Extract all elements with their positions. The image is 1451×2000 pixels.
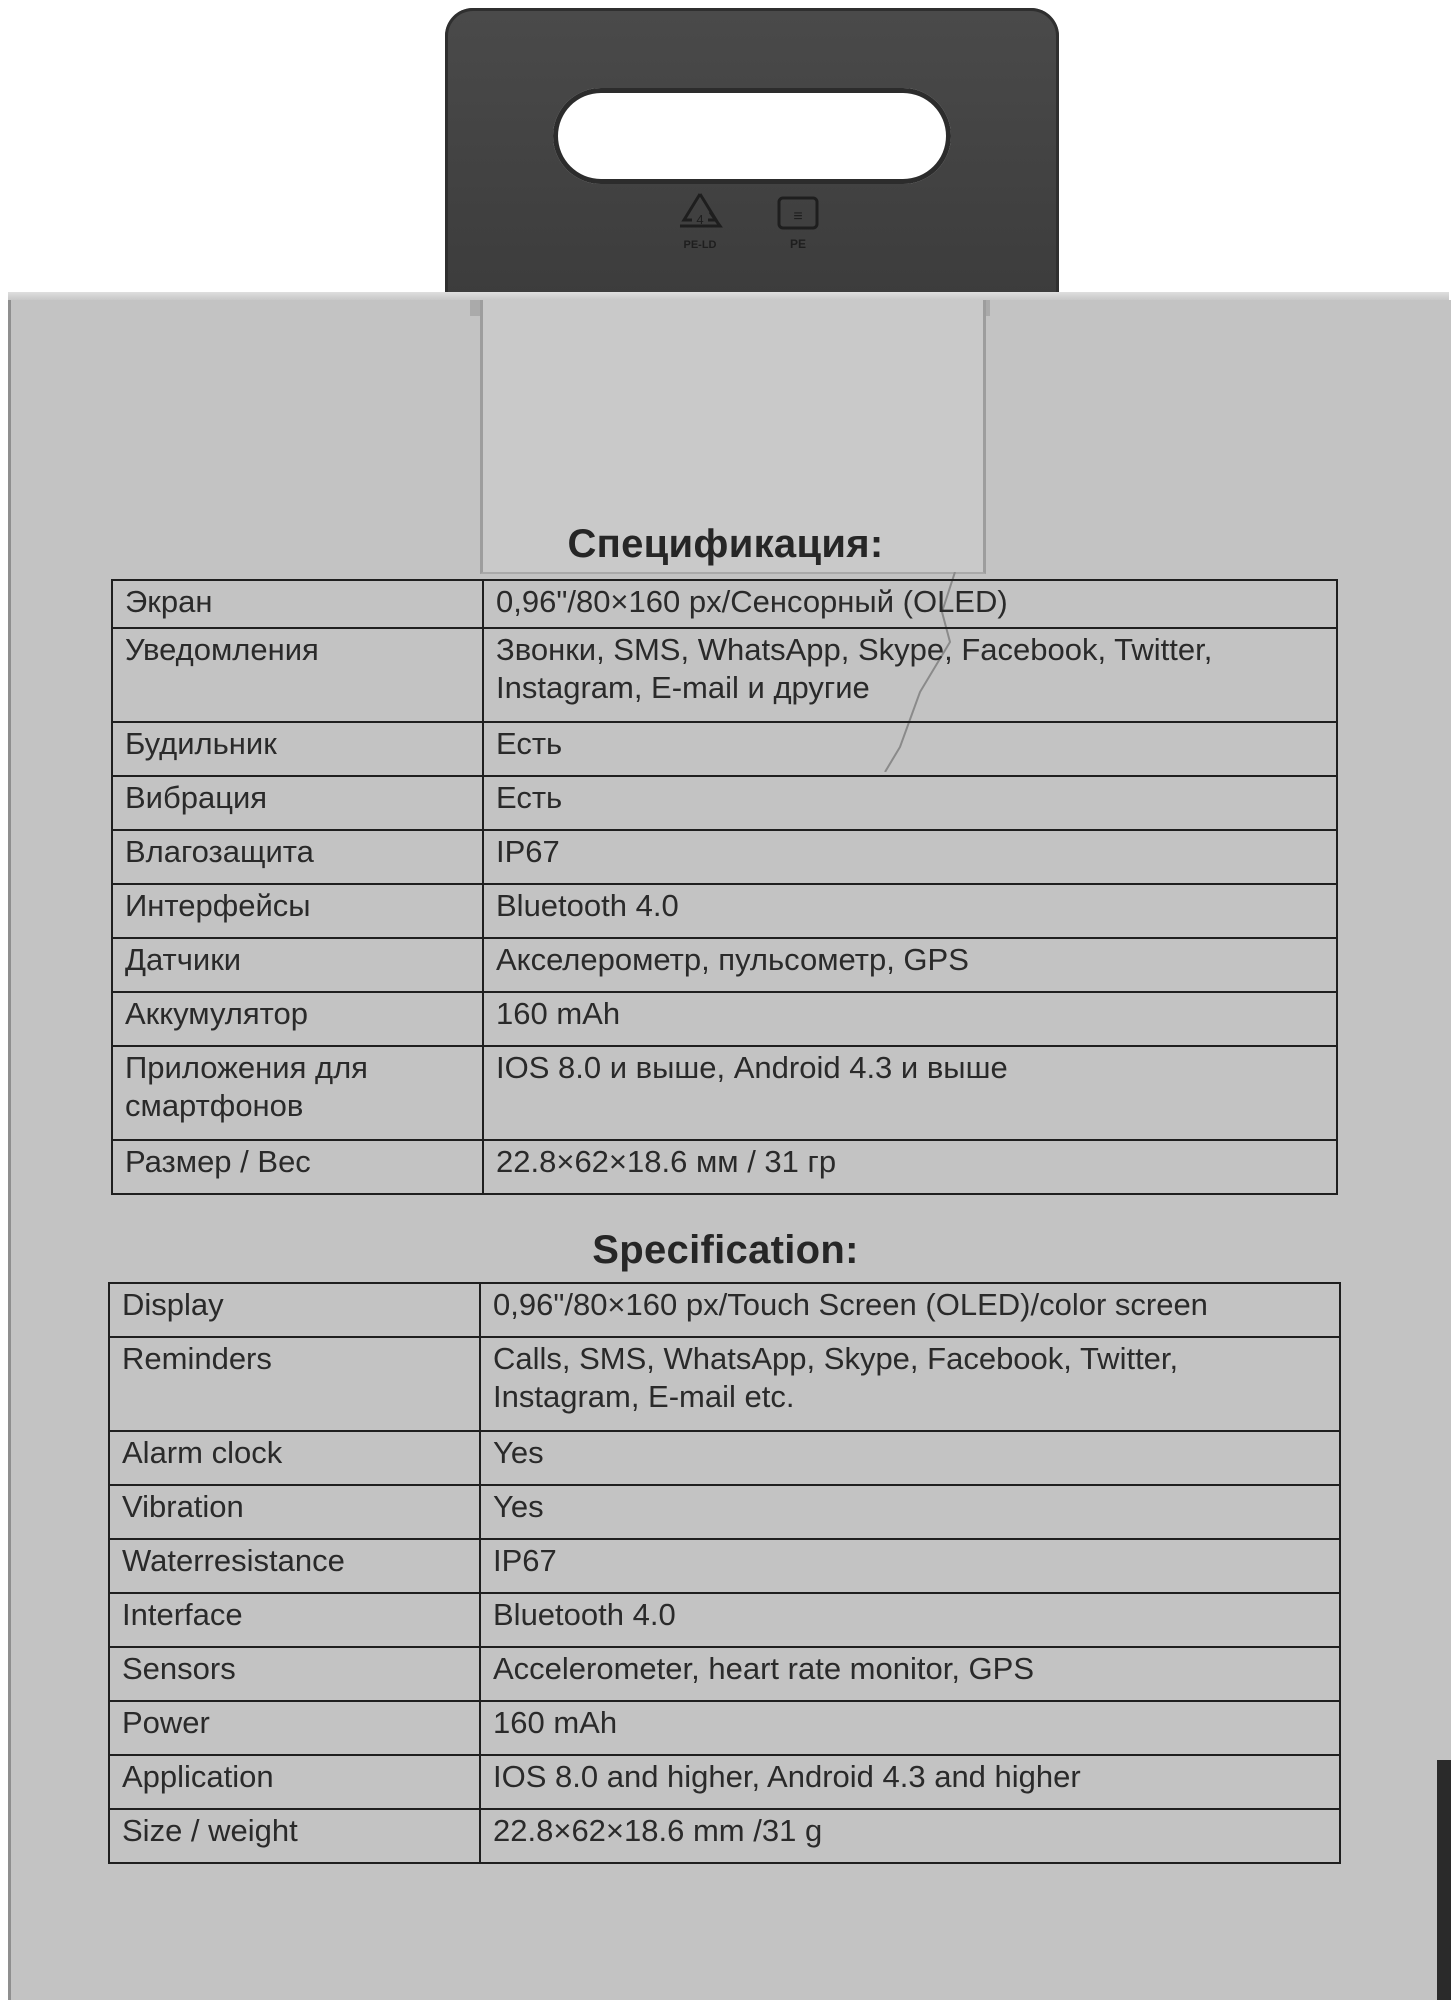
spec-value: 22.8×62×18.6 mm /31 g (480, 1809, 1340, 1863)
table-row (112, 776, 1337, 830)
spec-label: Аккумулятор (112, 992, 483, 1046)
spec-en-table (108, 1282, 1341, 1864)
spec-label: Размер / Вес (112, 1140, 483, 1194)
spec-label: Alarm clock (109, 1431, 480, 1485)
table-row (109, 1755, 1340, 1809)
spec-label: Display (109, 1283, 480, 1337)
spec-label: Уведомления (112, 628, 483, 722)
recycle-label: PE-LD (683, 239, 717, 251)
table-row (109, 1701, 1340, 1755)
spec-label: Будильник (112, 722, 483, 776)
box-edge-strip (1437, 1760, 1451, 2000)
spec-value: 0,96"/80×160 px/Сенсорный (OLED) (483, 580, 1337, 628)
table-row (109, 1431, 1340, 1485)
spec-value: IP67 (483, 830, 1337, 884)
spec-value: Accelerometer, heart rate monitor, GPS (480, 1647, 1340, 1701)
table-row (112, 1140, 1337, 1194)
spec-value: IOS 8.0 and higher, Android 4.3 and higher (480, 1755, 1340, 1809)
table-row (109, 1593, 1340, 1647)
spec-value: Акселерометр, пульсометр, GPS (483, 938, 1337, 992)
spec-value: Calls, SMS, WhatsApp, Skype, Facebook, Twitter, Instagram, E-mail etc. (480, 1337, 1340, 1431)
hanger-tab (445, 8, 1059, 300)
spec-value: Есть (483, 776, 1337, 830)
pe-material-icon (775, 194, 821, 252)
spec-value: Yes (480, 1431, 1340, 1485)
table-row (112, 992, 1337, 1046)
spec-label: Влагозащита (112, 830, 483, 884)
spec-label: Датчики (112, 938, 483, 992)
table-row (112, 830, 1337, 884)
spec-label: Interface (109, 1593, 480, 1647)
spec-value: IP67 (480, 1539, 1340, 1593)
spec-ru-table (111, 579, 1338, 1195)
svg-text:4: 4 (696, 212, 704, 227)
hanger-hole (553, 88, 951, 184)
table-row (112, 884, 1337, 938)
table-row (109, 1485, 1340, 1539)
spec-label: Экран (112, 580, 483, 628)
spec-ru-title: Спецификация: (567, 522, 884, 566)
spec-value: Yes (480, 1485, 1340, 1539)
spec-label: Power (109, 1701, 480, 1755)
spec-label: Waterresistance (109, 1539, 480, 1593)
table-row (109, 1337, 1340, 1431)
spec-label: Vibration (109, 1485, 480, 1539)
table-row (109, 1539, 1340, 1593)
recycle-pe-ld-icon (670, 190, 730, 252)
spec-value: 160 mAh (483, 992, 1337, 1046)
spec-en-title: Specification: (592, 1228, 859, 1272)
spec-label: Вибрация (112, 776, 483, 830)
table-row (109, 1809, 1340, 1863)
table-row (112, 580, 1337, 628)
spec-value: IOS 8.0 и выше, Android 4.3 и выше (483, 1046, 1337, 1140)
pe-label: PE (789, 237, 807, 251)
table-row (112, 1046, 1337, 1140)
spec-label: Sensors (109, 1647, 480, 1701)
spec-value: 22.8×62×18.6 мм / 31 гр (483, 1140, 1337, 1194)
svg-text:≡: ≡ (793, 208, 803, 225)
spec-label: Application (109, 1755, 480, 1809)
spec-value: 160 mAh (480, 1701, 1340, 1755)
spec-label: Приложения для смартфонов (112, 1046, 483, 1140)
spec-label: Reminders (109, 1337, 480, 1431)
table-row (112, 628, 1337, 722)
spec-value: Bluetooth 4.0 (483, 884, 1337, 938)
spec-label: Интерфейсы (112, 884, 483, 938)
spec-value: Bluetooth 4.0 (480, 1593, 1340, 1647)
table-row (109, 1283, 1340, 1337)
table-row (112, 722, 1337, 776)
spec-value: Звонки, SMS, WhatsApp, Skype, Facebook, Twitter, Instagram, E-mail и другие (483, 628, 1337, 722)
spec-value: 0,96"/80×160 px/Touch Screen (OLED)/color screen (480, 1283, 1340, 1337)
spec-value: Есть (483, 722, 1337, 776)
spec-label: Size / weight (109, 1809, 480, 1863)
table-row (112, 938, 1337, 992)
table-row (109, 1647, 1340, 1701)
